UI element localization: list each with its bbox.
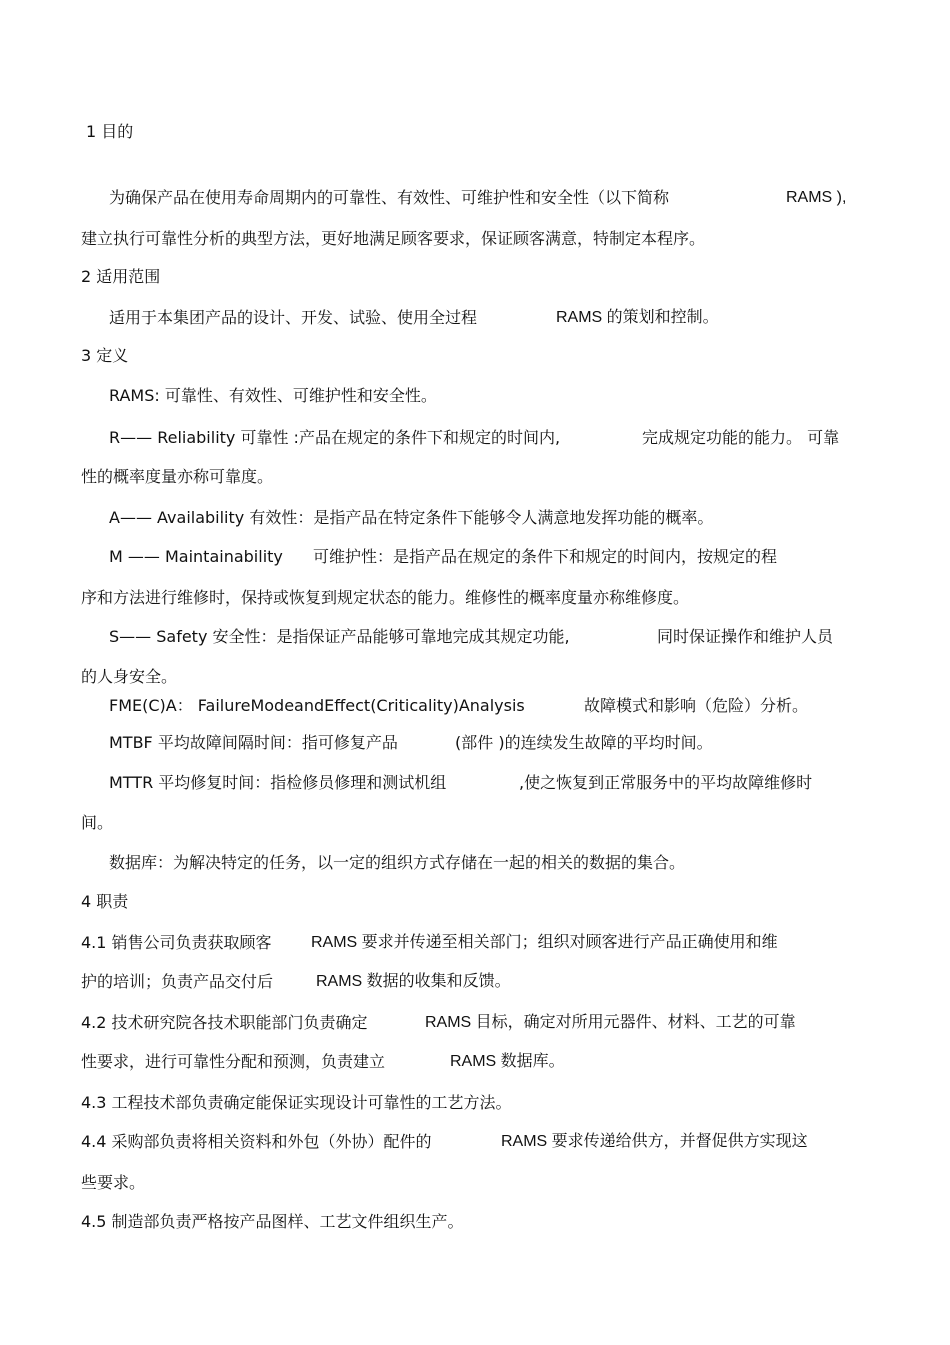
definition-mttr-line-2: 间。 [81, 813, 114, 832]
definition-rams: RAMS: 可靠性、有效性、可维护性和安全性。 [109, 386, 437, 405]
duty-4-4-cont: RAMS 要求传递给供方，并督促供方实现这 [501, 1133, 808, 1150]
definition-safety-line-2: 的人身安全。 [81, 667, 178, 686]
definition-mttr-cont: ,使之恢复到正常服务中的平均故障维修时 [519, 773, 813, 792]
definition-fmeca: 故障模式和影响（危险）分析。 [584, 696, 809, 715]
purpose-paragraph-line-1-end: RAMS ), [786, 189, 847, 206]
definition-availability: A—— Availability 有效性：是指产品在特定条件下能够令人满意地发挥功能的概率。 [109, 508, 714, 527]
definition-maintainability-line-2: 序和方法进行维修时，保持或恢复到规定状态的能力。维修性的概率度量亦称维修度。 [81, 588, 690, 607]
duty-4-1-line-2-cont: RAMS 数据的收集和反馈。 [316, 973, 511, 990]
definition-mtbf: MTBF 平均故障间隔时间：指可修复产品 [109, 733, 398, 752]
definition-mtbf-cont: (部件 )的连续发生故障的平均时间。 [455, 733, 713, 752]
duty-4-5: 4.5 制造部负责严格按产品图样、工艺文件组织生产。 [81, 1212, 464, 1231]
definition-database: 数据库：为解决特定的任务，以一定的组织方式存储在一起的相关的数据的集合。 [109, 853, 686, 872]
definition-mttr: MTTR 平均修复时间：指检修员修理和测试机组 [109, 773, 447, 792]
duty-4-1-cont: RAMS 要求并传递至相关部门；组织对顾客进行产品正确使用和维 [311, 934, 778, 951]
duty-4-1-line-2: 护的培训；负责产品交付后 [81, 972, 274, 991]
duty-4-4-line-2: 些要求。 [81, 1173, 146, 1192]
section-heading-scope: 2 适用范围 [81, 267, 161, 286]
section-heading-definitions: 3 定义 [81, 346, 129, 365]
purpose-paragraph-line-1: 为确保产品在使用寿命周期内的可靠性、有效性、可维护性和安全性（以下简称 [109, 188, 670, 207]
definition-maintainability: 可维护性：是指产品在规定的条件下和规定的时间内，按规定的程 [313, 547, 778, 566]
duty-4-1: 4.1 销售公司负责获取顾客 [81, 933, 272, 952]
scope-paragraph-end: RAMS 的策划和控制。 [556, 309, 719, 326]
section-heading-purpose: 1 目的 [86, 122, 134, 141]
definition-fmeca-term: FME(C)A： FailureModeandEffect(Criticality)Analysis [109, 696, 525, 715]
duty-4-2-line-2: 性要求，进行可靠性分配和预测，负责建立 [81, 1052, 386, 1071]
duty-4-3: 4.3 工程技术部负责确定能保证实现设计可靠性的工艺方法。 [81, 1093, 512, 1112]
definition-safety: S—— Safety 安全性：是指保证产品能够可靠地完成其规定功能, [109, 627, 570, 646]
definition-safety-cont: 同时保证操作和维护人员 [657, 627, 834, 646]
duty-4-2: 4.2 技术研究院各技术职能部门负责确定 [81, 1013, 368, 1032]
definition-maintainability-term: M —— Maintainability [109, 547, 283, 566]
definition-reliability-line-2: 性的概率度量亦称可靠度。 [81, 467, 274, 486]
definition-reliability-cont: 完成规定功能的能力。 可靠 [642, 428, 840, 447]
scope-paragraph: 适用于本集团产品的设计、开发、试验、使用全过程 [109, 308, 478, 327]
definition-reliability: R—— Reliability 可靠性 :产品在规定的条件下和规定的时间内, [109, 428, 561, 447]
duty-4-2-line-2-cont: RAMS 数据库。 [450, 1053, 565, 1070]
section-heading-duties: 4 职责 [81, 892, 129, 911]
duty-4-2-cont: RAMS 目标，确定对所用元器件、材料、工艺的可靠 [425, 1014, 796, 1031]
duty-4-4: 4.4 采购部负责将相关资料和外包（外协）配件的 [81, 1132, 432, 1151]
purpose-paragraph-line-2: 建立执行可靠性分析的典型方法，更好地满足顾客要求，保证顾客满意，特制定本程序。 [81, 229, 706, 248]
